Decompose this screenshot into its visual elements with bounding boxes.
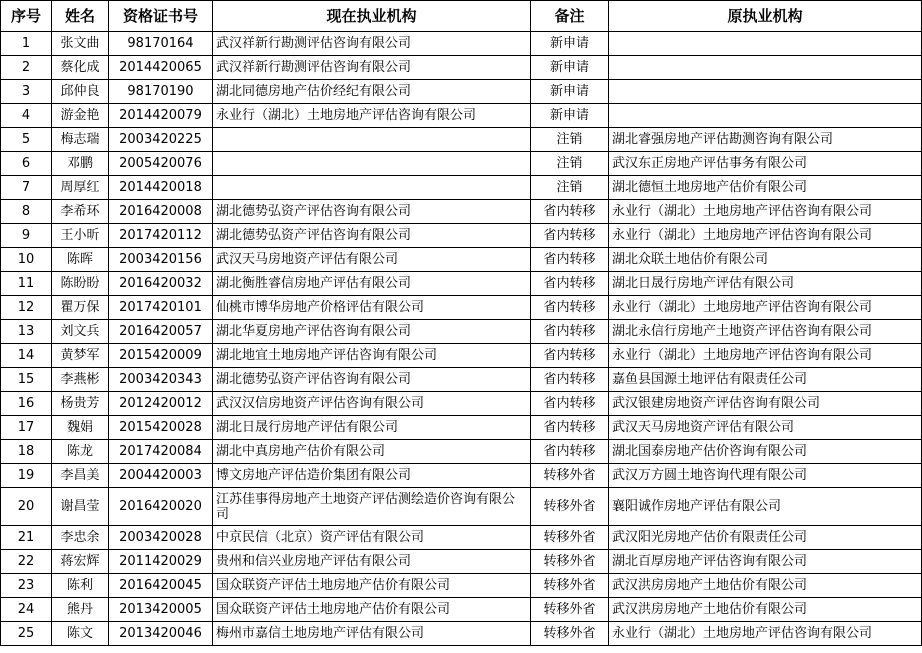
cell-current-org: 湖北同德房地产估价经纪有限公司 bbox=[213, 80, 531, 104]
cell-note: 省内转移 bbox=[531, 224, 609, 248]
cell-seq: 20 bbox=[1, 488, 52, 526]
cell-seq: 10 bbox=[1, 248, 52, 272]
table-row bbox=[1, 296, 922, 320]
cell-name: 梅志瑞 bbox=[52, 128, 109, 152]
table-row bbox=[1, 440, 922, 464]
cell-seq: 23 bbox=[1, 574, 52, 598]
cell-previous-org: 襄阳诚作房地产评估有限公司 bbox=[609, 488, 922, 526]
cell-current-org: 仙桃市博华房地产价格评估有限公司 bbox=[213, 296, 531, 320]
cell-previous-org: 武汉洪房房地产土地估价有限公司 bbox=[609, 598, 922, 622]
table-row bbox=[1, 574, 922, 598]
cell-previous-org: 武汉东正房地产评估事务有限公司 bbox=[609, 152, 922, 176]
cell-cert: 98170164 bbox=[109, 32, 213, 56]
cell-seq: 21 bbox=[1, 526, 52, 550]
cell-cert: 2004420003 bbox=[109, 464, 213, 488]
table-row bbox=[1, 320, 922, 344]
cell-cert: 2003420028 bbox=[109, 526, 213, 550]
cell-name: 王小昕 bbox=[52, 224, 109, 248]
cell-seq: 18 bbox=[1, 440, 52, 464]
table-row bbox=[1, 598, 922, 622]
table-body bbox=[1, 32, 922, 646]
cell-name: 黄梦军 bbox=[52, 344, 109, 368]
cell-current-org: 湖北日晟行房地产评估有限公司 bbox=[213, 416, 531, 440]
cell-name: 刘文兵 bbox=[52, 320, 109, 344]
cell-note: 省内转移 bbox=[531, 200, 609, 224]
cell-note: 注销 bbox=[531, 128, 609, 152]
cell-seq: 19 bbox=[1, 464, 52, 488]
cell-name: 杨贵芳 bbox=[52, 392, 109, 416]
cell-cert: 2017420084 bbox=[109, 440, 213, 464]
cell-seq: 15 bbox=[1, 368, 52, 392]
header-previous-org: 原执业机构 bbox=[609, 1, 922, 32]
cell-cert: 2003420225 bbox=[109, 128, 213, 152]
table-row bbox=[1, 526, 922, 550]
table-row bbox=[1, 176, 922, 200]
cell-current-org bbox=[213, 152, 531, 176]
cell-current-org: 武汉天马房地资产评估有限公司 bbox=[213, 248, 531, 272]
table-row bbox=[1, 368, 922, 392]
table-row bbox=[1, 344, 922, 368]
cell-name: 谢昌莹 bbox=[52, 488, 109, 526]
table-row bbox=[1, 32, 922, 56]
cell-seq: 3 bbox=[1, 80, 52, 104]
cell-note: 转移外省 bbox=[531, 464, 609, 488]
cell-cert: 2003420156 bbox=[109, 248, 213, 272]
cell-name: 瞿万保 bbox=[52, 296, 109, 320]
header-current-org: 现在执业机构 bbox=[213, 1, 531, 32]
cell-note: 省内转移 bbox=[531, 440, 609, 464]
cell-seq: 4 bbox=[1, 104, 52, 128]
cell-current-org: 湖北德势弘资产评估咨询有限公司 bbox=[213, 368, 531, 392]
cell-current-org: 中京民信（北京）资产评估有限公司 bbox=[213, 526, 531, 550]
cell-previous-org bbox=[609, 80, 922, 104]
cell-name: 熊丹 bbox=[52, 598, 109, 622]
cell-previous-org: 武汉银建房地资产评估咨询有限公司 bbox=[609, 392, 922, 416]
table-row bbox=[1, 80, 922, 104]
cell-cert: 98170190 bbox=[109, 80, 213, 104]
cell-name: 陈晖 bbox=[52, 248, 109, 272]
cell-previous-org: 永业行（湖北）土地房地产评估咨询有限公司 bbox=[609, 622, 922, 646]
cell-current-org: 湖北华夏房地产评估咨询有限公司 bbox=[213, 320, 531, 344]
cell-cert: 2015420028 bbox=[109, 416, 213, 440]
cell-note: 新申请 bbox=[531, 32, 609, 56]
table-row bbox=[1, 248, 922, 272]
header-seq: 序号 bbox=[1, 1, 52, 32]
table-row bbox=[1, 224, 922, 248]
table-row bbox=[1, 464, 922, 488]
cell-seq: 24 bbox=[1, 598, 52, 622]
cell-name: 陈盼盼 bbox=[52, 272, 109, 296]
cell-note: 省内转移 bbox=[531, 296, 609, 320]
cell-previous-org: 永业行（湖北）土地房地产评估咨询有限公司 bbox=[609, 344, 922, 368]
cell-note: 省内转移 bbox=[531, 272, 609, 296]
cell-name: 陈利 bbox=[52, 574, 109, 598]
cell-cert: 2014420018 bbox=[109, 176, 213, 200]
cell-cert: 2003420343 bbox=[109, 368, 213, 392]
cell-cert: 2016420008 bbox=[109, 200, 213, 224]
table-row bbox=[1, 488, 922, 526]
cell-cert: 2012420012 bbox=[109, 392, 213, 416]
cell-name: 游金艳 bbox=[52, 104, 109, 128]
table-row bbox=[1, 104, 922, 128]
cell-cert: 2014420065 bbox=[109, 56, 213, 80]
cell-cert: 2013420046 bbox=[109, 622, 213, 646]
table-row bbox=[1, 416, 922, 440]
cell-previous-org: 湖北日晟行房地产评估有限公司 bbox=[609, 272, 922, 296]
table-row bbox=[1, 550, 922, 574]
cell-name: 周厚红 bbox=[52, 176, 109, 200]
cell-current-org: 贵州和信兴业房地产评估有限公司 bbox=[213, 550, 531, 574]
cell-note: 转移外省 bbox=[531, 550, 609, 574]
cell-name: 邱仲良 bbox=[52, 80, 109, 104]
cell-current-org: 湖北地宜土地房地产评估咨询有限公司 bbox=[213, 344, 531, 368]
cell-note: 转移外省 bbox=[531, 526, 609, 550]
cell-previous-org bbox=[609, 32, 922, 56]
cell-seq: 17 bbox=[1, 416, 52, 440]
cell-previous-org: 湖北国泰房地产估价咨询有限公司 bbox=[609, 440, 922, 464]
cell-cert: 2015420009 bbox=[109, 344, 213, 368]
cell-name: 李燕彬 bbox=[52, 368, 109, 392]
table-row bbox=[1, 272, 922, 296]
cell-name: 陈文 bbox=[52, 622, 109, 646]
cell-current-org: 博文房地产评估造价集团有限公司 bbox=[213, 464, 531, 488]
cell-previous-org: 湖北永信行房地产土地资产评估咨询有限公司 bbox=[609, 320, 922, 344]
cell-seq: 8 bbox=[1, 200, 52, 224]
header-name: 姓名 bbox=[52, 1, 109, 32]
cell-cert: 2011420029 bbox=[109, 550, 213, 574]
cell-current-org: 江苏佳事得房地产土地资产评估测绘造价咨询有限公司 bbox=[213, 488, 531, 526]
table-row bbox=[1, 56, 922, 80]
cell-cert: 2016420045 bbox=[109, 574, 213, 598]
cell-seq: 1 bbox=[1, 32, 52, 56]
cell-note: 转移外省 bbox=[531, 598, 609, 622]
cell-seq: 9 bbox=[1, 224, 52, 248]
cell-cert: 2013420005 bbox=[109, 598, 213, 622]
cell-seq: 22 bbox=[1, 550, 52, 574]
cell-cert: 2016420020 bbox=[109, 488, 213, 526]
cell-note: 注销 bbox=[531, 176, 609, 200]
cell-name: 蔡化成 bbox=[52, 56, 109, 80]
cell-seq: 12 bbox=[1, 296, 52, 320]
cell-current-org bbox=[213, 176, 531, 200]
cell-previous-org: 湖北众联土地估价有限公司 bbox=[609, 248, 922, 272]
table-row bbox=[1, 622, 922, 646]
table-row bbox=[1, 392, 922, 416]
cell-name: 李忠余 bbox=[52, 526, 109, 550]
cell-current-org: 湖北德势弘资产评估咨询有限公司 bbox=[213, 224, 531, 248]
cell-current-org: 湖北衡胜睿信房地产评估有限公司 bbox=[213, 272, 531, 296]
cell-note: 转移外省 bbox=[531, 622, 609, 646]
cell-current-org: 梅州市嘉信土地房地产评估有限公司 bbox=[213, 622, 531, 646]
cell-cert: 2017420101 bbox=[109, 296, 213, 320]
cell-previous-org: 武汉阳光房地产估价有限责任公司 bbox=[609, 526, 922, 550]
cell-note: 注销 bbox=[531, 152, 609, 176]
cell-name: 陈龙 bbox=[52, 440, 109, 464]
table-row bbox=[1, 128, 922, 152]
cell-previous-org: 湖北百厚房地产评估咨询有限公司 bbox=[609, 550, 922, 574]
cell-note: 省内转移 bbox=[531, 344, 609, 368]
cell-seq: 6 bbox=[1, 152, 52, 176]
cell-seq: 14 bbox=[1, 344, 52, 368]
table-row bbox=[1, 152, 922, 176]
cell-note: 省内转移 bbox=[531, 320, 609, 344]
cell-name: 邓鹏 bbox=[52, 152, 109, 176]
cell-previous-org: 嘉鱼县国源土地评估有限责任公司 bbox=[609, 368, 922, 392]
cell-previous-org: 湖北睿强房地产评估勘测咨询有限公司 bbox=[609, 128, 922, 152]
cell-current-org: 永业行（湖北）土地房地产评估咨询有限公司 bbox=[213, 104, 531, 128]
cell-note: 省内转移 bbox=[531, 368, 609, 392]
cell-seq: 11 bbox=[1, 272, 52, 296]
cell-cert: 2014420079 bbox=[109, 104, 213, 128]
cell-cert: 2017420112 bbox=[109, 224, 213, 248]
cell-note: 省内转移 bbox=[531, 416, 609, 440]
cell-note: 转移外省 bbox=[531, 574, 609, 598]
table-row bbox=[1, 200, 922, 224]
cell-seq: 5 bbox=[1, 128, 52, 152]
cell-current-org: 湖北中真房地产估价有限公司 bbox=[213, 440, 531, 464]
cell-previous-org: 永业行（湖北）土地房地产评估咨询有限公司 bbox=[609, 224, 922, 248]
cell-previous-org: 湖北德恒土地房地产估价有限公司 bbox=[609, 176, 922, 200]
cell-current-org: 武汉祥新行勘测评估咨询有限公司 bbox=[213, 56, 531, 80]
cell-seq: 7 bbox=[1, 176, 52, 200]
cell-previous-org bbox=[609, 56, 922, 80]
cell-cert: 2005420076 bbox=[109, 152, 213, 176]
cell-name: 张文曲 bbox=[52, 32, 109, 56]
cell-previous-org bbox=[609, 104, 922, 128]
header-row bbox=[1, 1, 922, 32]
cell-current-org: 武汉汉信房地资产评估咨询有限公司 bbox=[213, 392, 531, 416]
cell-previous-org: 武汉天马房地资产评估有限公司 bbox=[609, 416, 922, 440]
cell-current-org: 湖北德势弘资产评估咨询有限公司 bbox=[213, 200, 531, 224]
cell-current-org bbox=[213, 128, 531, 152]
cell-note: 省内转移 bbox=[531, 392, 609, 416]
cell-previous-org: 武汉万方圆土地咨询代理有限公司 bbox=[609, 464, 922, 488]
cell-seq: 2 bbox=[1, 56, 52, 80]
cell-seq: 16 bbox=[1, 392, 52, 416]
cell-current-org: 国众联资产评估土地房地产估价有限公司 bbox=[213, 598, 531, 622]
cell-seq: 25 bbox=[1, 622, 52, 646]
cell-note: 新申请 bbox=[531, 80, 609, 104]
cell-name: 李希环 bbox=[52, 200, 109, 224]
header-cert: 资格证书号 bbox=[109, 1, 213, 32]
cell-note: 转移外省 bbox=[531, 488, 609, 526]
header-note: 备注 bbox=[531, 1, 609, 32]
cell-cert: 2016420057 bbox=[109, 320, 213, 344]
cell-note: 新申请 bbox=[531, 104, 609, 128]
cell-name: 李昌美 bbox=[52, 464, 109, 488]
cell-seq: 13 bbox=[1, 320, 52, 344]
cell-note: 省内转移 bbox=[531, 248, 609, 272]
cell-note: 新申请 bbox=[531, 56, 609, 80]
cell-previous-org: 永业行（湖北）土地房地产评估咨询有限公司 bbox=[609, 200, 922, 224]
cell-cert: 2016420032 bbox=[109, 272, 213, 296]
cell-name: 蒋宏辉 bbox=[52, 550, 109, 574]
cell-current-org: 武汉祥新行勘测评估咨询有限公司 bbox=[213, 32, 531, 56]
cell-name: 魏娟 bbox=[52, 416, 109, 440]
cell-previous-org: 武汉洪房房地产土地估价有限公司 bbox=[609, 574, 922, 598]
cell-previous-org: 永业行（湖北）土地房地产评估咨询有限公司 bbox=[609, 296, 922, 320]
cell-current-org: 国众联资产评估土地房地产估价有限公司 bbox=[213, 574, 531, 598]
